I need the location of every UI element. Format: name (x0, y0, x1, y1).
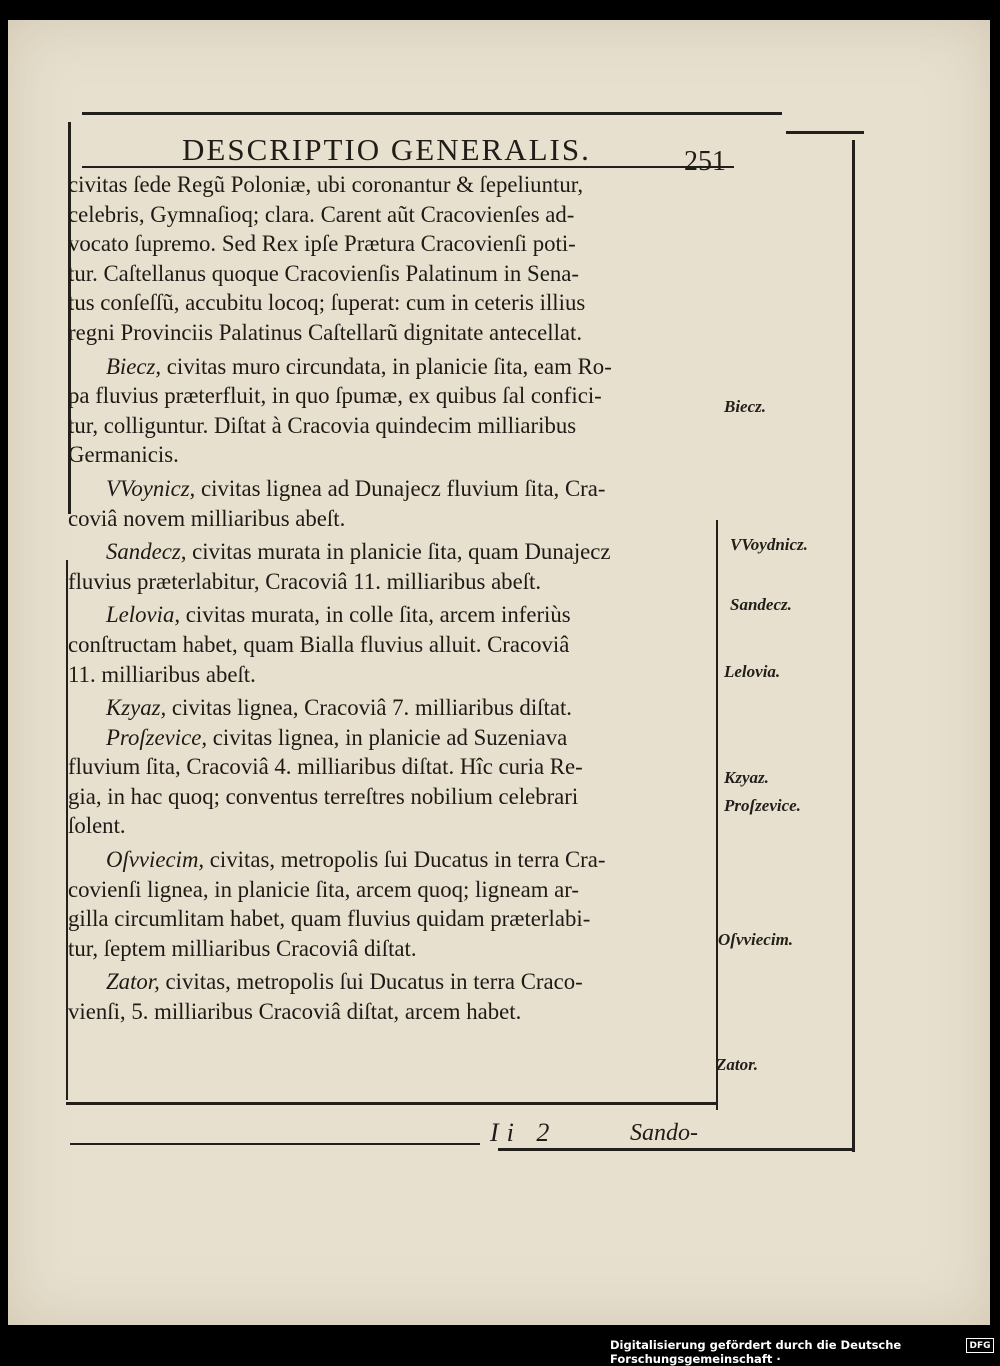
margin-note-kzyaz: Kzyaz. (724, 768, 769, 787)
margin-note-proszevice: Proſzevice. (724, 796, 801, 815)
paragraph (68, 600, 733, 689)
body-text (68, 170, 733, 1027)
place-name: Oſvviecim, (106, 847, 205, 873)
right-border (852, 140, 855, 1152)
catchword: Sando- (630, 1120, 698, 1146)
margin-note-sandecz: Sandecz. (730, 595, 792, 614)
margin-note-lelovia: Lelovia. (724, 662, 781, 681)
paragraph (68, 352, 733, 470)
text-line: tur. Caſtellanus quoque Cracovienſis Palatinum in Sena- (68, 260, 579, 286)
text-line: covienſi lignea, in planicie ſita, arcem quoq; ligneam ar- (68, 876, 580, 902)
place-name: Biecz, (106, 353, 162, 379)
text-line: civitas lignea, in planicie ad Suzeniava (207, 724, 568, 750)
place-name: VVoynicz, (106, 475, 196, 501)
page-number: 251 (684, 146, 726, 177)
place-name: Lelovia, (106, 602, 181, 628)
dfg-logo: DFG (966, 1338, 994, 1353)
text-line: civitas, metropolis ſui Ducatus in terra Cra- (204, 847, 606, 873)
text-line: tur, colliguntur. Diſtat à Cracovia quindecim milliaribus (68, 412, 577, 438)
text-line: ſolent. (68, 813, 126, 839)
text-line: vocato ſupremo. Sed Rex ipſe Prætura Cracovienſi poti- (68, 231, 576, 257)
text-line: civitas lignea, Cracoviâ 7. milliaribus diſtat. (166, 695, 572, 721)
text-line: civitas, metropolis ſui Ducatus in terra Craco- (159, 969, 583, 995)
place-name: Proſzevice, (106, 724, 208, 750)
margin-note-biecz: Biecz. (724, 397, 767, 416)
text-line: civitas lignea ad Dunajecz fluvium ſita, Cra- (195, 475, 606, 501)
margin-note-zator: Zator. (716, 1055, 759, 1074)
text-line: tus conſeſſũ, accubitu locoq; ſuperat: cum in ceteris illius (68, 290, 586, 316)
paragraph (68, 170, 733, 348)
bottom-rule-lower (70, 1143, 480, 1145)
top-rule (82, 112, 782, 115)
text-line: civitas ſede Regũ Poloniæ, ubi coronantur & ſepeliuntur, (68, 172, 584, 197)
text-line: celebris, Gymnaſioq; clara. Carent aũt Cracovienſes ad- (68, 201, 575, 227)
margin-note-osvviecim: Oſvviecim. (718, 930, 794, 949)
text-line: fluvius præterlabitur, Cracoviâ 11. milliaribus abeſt. (68, 568, 542, 594)
text-line: Germanicis. (68, 442, 179, 468)
paragraph (68, 537, 733, 596)
place-name: Kzyaz, (106, 695, 167, 721)
digitization-credit: Digitalisierung gefördert durch die Deutsche Forschungsgemeinschaft · (610, 1338, 902, 1366)
text-line: gilla circumlitam habet, quam fluvius quidam præterlabi- (68, 906, 591, 932)
paragraph (68, 967, 733, 1026)
text-line: gia, in hac quoq; conventus terreſtres nobilium celebrari (68, 783, 579, 809)
paragraph (68, 693, 733, 723)
text-line: civitas murata, in colle ſita, arcem inferiùs (180, 602, 571, 628)
place-name: Sandecz, (106, 539, 187, 565)
running-title: DESCRIPTIO GENERALIS. (182, 132, 591, 167)
text-line: regni Provinciis Palatinus Caſtellarũ dignitate antecellat. (68, 319, 583, 345)
top-rule-right (786, 131, 864, 134)
paragraph (68, 723, 733, 841)
place-name: Zator, (106, 969, 160, 995)
signature-mark: Ii 2 (490, 1118, 558, 1147)
text-line: 11. milliaribus abeſt. (68, 661, 256, 687)
text-line: conſtructam habet, quam Bialla fluvius alluit. Cracoviâ (68, 631, 570, 657)
text-line: civitas muro circundata, in planicie ſita, eam Ro- (161, 353, 612, 379)
text-line: pa fluvius præterfluit, in quo ſpumæ, ex quibus ſal confici- (68, 383, 602, 409)
text-line: tur, ſeptem milliaribus Cracoviâ diſtat. (68, 935, 417, 961)
text-line: fluvium ſita, Cracoviâ 4. milliaribus diſtat. Hîc curia Re- (68, 754, 583, 780)
text-line: coviâ novem milliaribus abeſt. (68, 505, 346, 531)
text-line: vienſi, 5. milliaribus Cracoviâ diſtat, arcem habet. (68, 999, 522, 1025)
margin-note-vvoydnicz: VVoydnicz. (730, 535, 808, 554)
text-line: civitas murata in planicie ſita, quam Dunajecz (186, 539, 611, 565)
bottom-rule-lower-right (498, 1148, 854, 1151)
paragraph (68, 845, 733, 963)
paragraph (68, 474, 733, 533)
bottom-rule (66, 1102, 716, 1105)
